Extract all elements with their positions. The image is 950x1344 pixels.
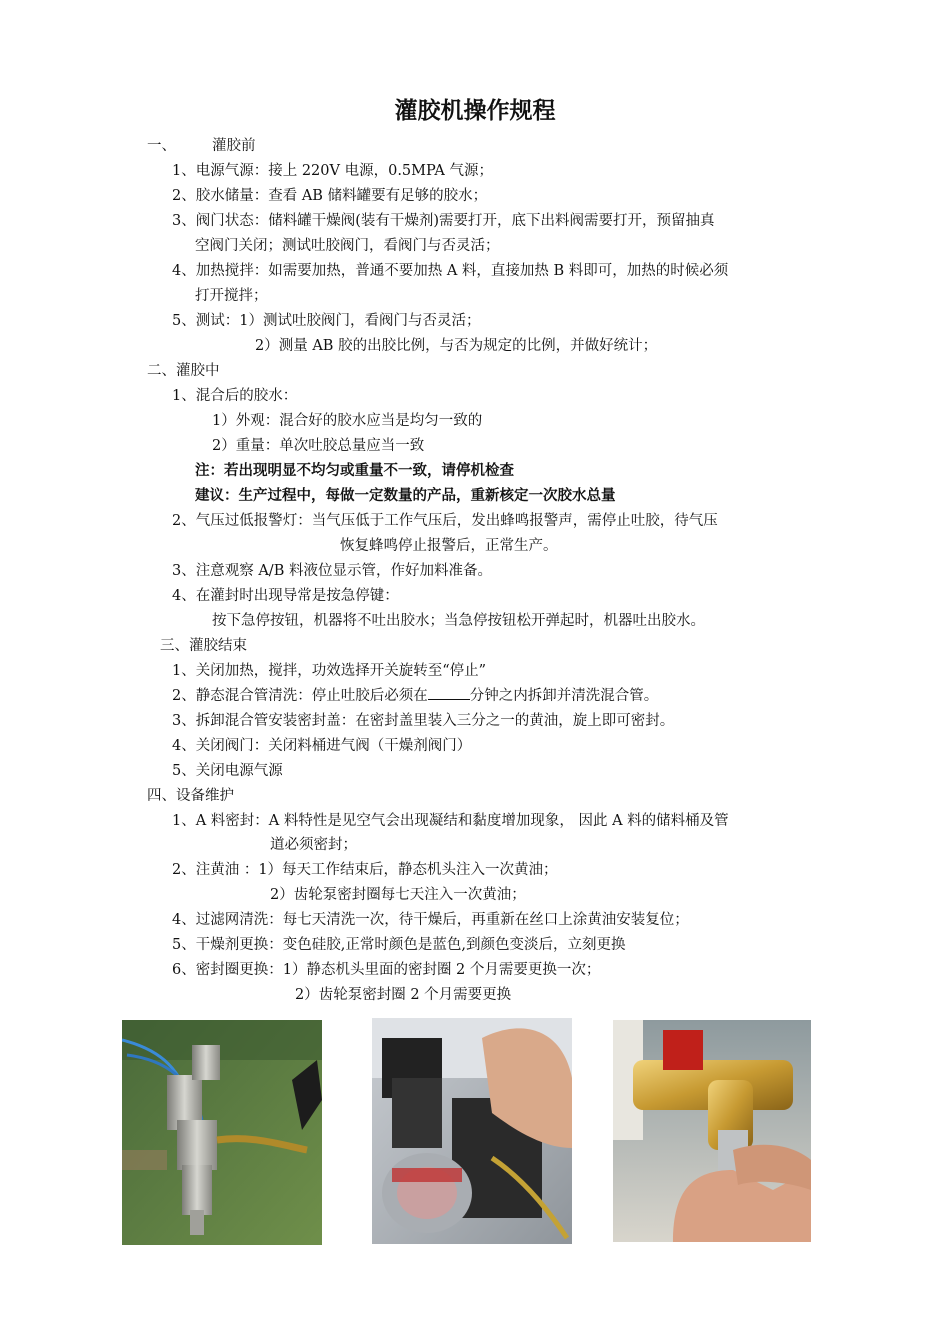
section-1-number: 一、 — [147, 138, 176, 154]
section-1-heading: 灌胶前 — [212, 138, 256, 154]
document-title: 灌胶机操作规程 — [394, 98, 556, 124]
s1-item-2: 2、胶水储量：查看 AB 储料罐要有足够的胶水； — [172, 188, 488, 204]
s2-item-1-sub-2: 2）重量：单次吐胶总量应当一致 — [212, 438, 425, 454]
s2-item-2: 2、气压过低报警灯：当气压低于工作气压后，发出蜂鸣报警声，需停止吐胶，待气压 — [172, 513, 718, 529]
dispensing-valve-photo — [122, 1020, 322, 1245]
s1-item-4-cont: 打开搅拌； — [195, 288, 268, 304]
s1-item-5-sub: 2）测量 AB 胶的出胶比例，与否为规定的比例，并做好统计； — [255, 338, 658, 354]
s4-item-1: 1、A 料密封：A 料特性是见空气会出现凝结和黏度增加现象， 因此 A 料的储料桶及管 — [172, 813, 729, 829]
s4-item-5: 5、干燥剂更换：变色硅胶,正常时颜色是蓝色,到颜色变淡后，立刻更换 — [172, 937, 626, 953]
s3-item-5: 5、关闭电源气源 — [172, 763, 283, 779]
s4-item-2-sub: 2）齿轮泵密封圈每七天注入一次黄油； — [270, 887, 526, 903]
s2-item-1-sub-1: 1）外观：混合好的胶水应当是均匀一致的 — [212, 413, 483, 429]
s4-item-1-cont: 道必须密封； — [270, 837, 357, 853]
s2-item-3: 3、注意观察 A/B 料液位显示管，作好加料准备。 — [172, 563, 492, 579]
section-2-heading: 二、灌胶中 — [147, 363, 220, 379]
s4-item-6-sub: 2）齿轮泵密封圈 2 个月需要更换 — [295, 987, 512, 1003]
s1-item-4: 4、加热搅拌：如需要加热，普通不要加热 A 料，直接加热 B 料即可，加热的时候必须 — [172, 263, 729, 279]
s1-item-1: 1、电源气源：接上 220V 电源，0.5MPA 气源； — [172, 163, 494, 179]
s4-item-6: 6、密封圈更换：1）静态机头里面的密封圈 2 个月需要更换一次； — [172, 962, 601, 978]
s4-item-2: 2、注黄油 ：1）每天工作结束后，静态机头注入一次黄油； — [172, 862, 558, 878]
s3-item-3: 3、拆卸混合管安装密封盖：在密封盖里装入三分之一的黄油，旋上即可密封。 — [172, 713, 675, 729]
s3-item-4: 4、关闭阀门：关闭料桶进气阀（干燥剂阀门） — [172, 738, 472, 754]
s3-item-2-text-end: 分钟之内拆卸并清洗混合管。 — [469, 688, 659, 704]
s2-item-2-cont: 恢复蜂鸣停止报警后，正常生产。 — [340, 538, 558, 554]
s3-item-1: 1、关闭加热，搅拌，功效选择开关旋转至“停止” — [172, 663, 487, 679]
s3-item-2 — [172, 687, 658, 705]
s2-advice: 建议：生产过程中，每做一定数量的产品，重新核定一次胶水总量 — [195, 488, 616, 504]
s2-item-1: 1、混合后的胶水： — [172, 388, 298, 404]
s2-item-4-detail: 按下急停按钮，机器将不吐出胶水；当急停按钮松开弹起时，机器吐出胶水。 — [212, 613, 705, 629]
s2-note: 注：若出现明显不均匀或重量不一致，请停机检查 — [195, 463, 514, 479]
s1-item-5: 5、测试：1）测试吐胶阀门，看阀门与否灵活； — [172, 313, 481, 329]
section-4-heading: 四、设备维护 — [147, 788, 234, 804]
section-3-heading: 三、灌胶结束 — [160, 638, 247, 654]
s4-item-4: 4、过滤网清洗：每七天清洗一次，待干燥后，再重新在丝口上涂黄油安装复位； — [172, 912, 689, 928]
s1-item-3-cont: 空阀门关闭；测试吐胶阀门，看阀门与否灵活； — [195, 238, 500, 254]
s3-item-2-text: 2、静态混合管清洗：停止吐胶后必须在 — [172, 688, 428, 704]
gear-pump-photo — [372, 1018, 572, 1244]
fill-in-blank — [428, 687, 470, 700]
filter-screen-photo — [613, 1020, 811, 1242]
s1-item-3: 3、阀门状态：储料罐干燥阀(装有干燥剂)需要打开，底下出料阀需要打开，预留抽真 — [172, 213, 715, 229]
s2-item-4: 4、在灌封时出现导常是按急停键： — [172, 588, 399, 604]
